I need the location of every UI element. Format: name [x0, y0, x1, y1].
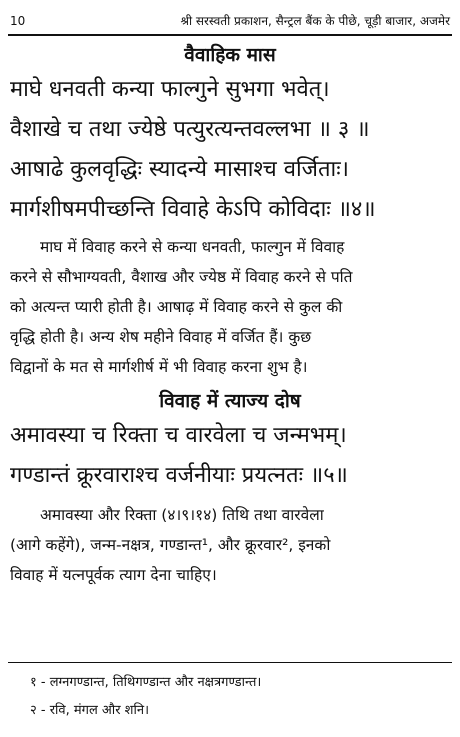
footnote-divider [8, 662, 452, 663]
page-number: 10 [10, 14, 26, 28]
verse-line: मार्गशीषमपीच्छन्ति विवाहे केऽपि कोविदाः ॥४॥ [10, 197, 376, 222]
prose-line: अमावस्या और रिक्ता (४।९।१४) तिथि तथा वारवेला [40, 506, 324, 524]
verse-line: आषाढे कुलवृद्धिः स्यादन्ये मासाश्च वर्जिताः। [10, 157, 349, 182]
prose-line: को अत्यन्त प्यारी होती है। आषाढ़ में विवाह करने से कुल की [10, 298, 343, 316]
prose-line: विद्वानों के मत से मार्गशीर्ष में भी विवाह करना शुभ है। [10, 358, 308, 376]
verse-line: माघे धनवती कन्या फाल्गुने सुभगा भवेत्। [10, 77, 330, 102]
prose-line: करने से सौभाग्यवती, वैशाख और ज्येष्ठ में विवाह करने से पति [10, 268, 353, 286]
verse-line: गण्डान्तं क्रूरवाराश्च वर्जनीयाः प्रयत्नतः ॥५॥ [10, 463, 348, 488]
prose-line: (आगे कहेंगे), जन्म-नक्षत्र, गण्डान्त¹, और क्रूरवार², इनको [10, 536, 331, 554]
section-heading-marriage-months: वैवाहिक मास [184, 44, 276, 66]
page-header [8, 8, 452, 36]
section-heading-marriage-defects: विवाह में त्याज्य दोष [159, 390, 301, 412]
running-title: श्री सरस्वती प्रकाशन, सैन्ट्रल बैंक के पीछे, चूड़ी बाजार, अजमेर [180, 14, 450, 28]
prose-line: माघ में विवाह करने से कन्या धनवती, फाल्गुन में विवाह [40, 238, 345, 256]
explanation-paragraph-2 [10, 500, 450, 590]
verse-line: वैशाखे च तथा ज्येष्ठे पत्युरत्यन्तवल्लभा ॥ ३ ॥ [10, 117, 370, 142]
footnote-1: १ - लग्नगण्डान्त, तिथिगण्डान्त और नक्षत्रगण्डान्त। [30, 675, 262, 690]
prose-line: विवाह में यत्नपूर्वक त्याग देना चाहिए। [10, 566, 217, 584]
verse-line: अमावस्या च रिक्ता च वारवेला च जन्मभम्। [10, 423, 347, 448]
explanation-paragraph-1 [10, 232, 450, 382]
footnote-2: २ - रवि, मंगल और शनि। [30, 703, 150, 718]
prose-line: वृद्धि होती है। अन्य शेष महीने विवाह में वर्जित हैं। कुछ [10, 328, 312, 346]
